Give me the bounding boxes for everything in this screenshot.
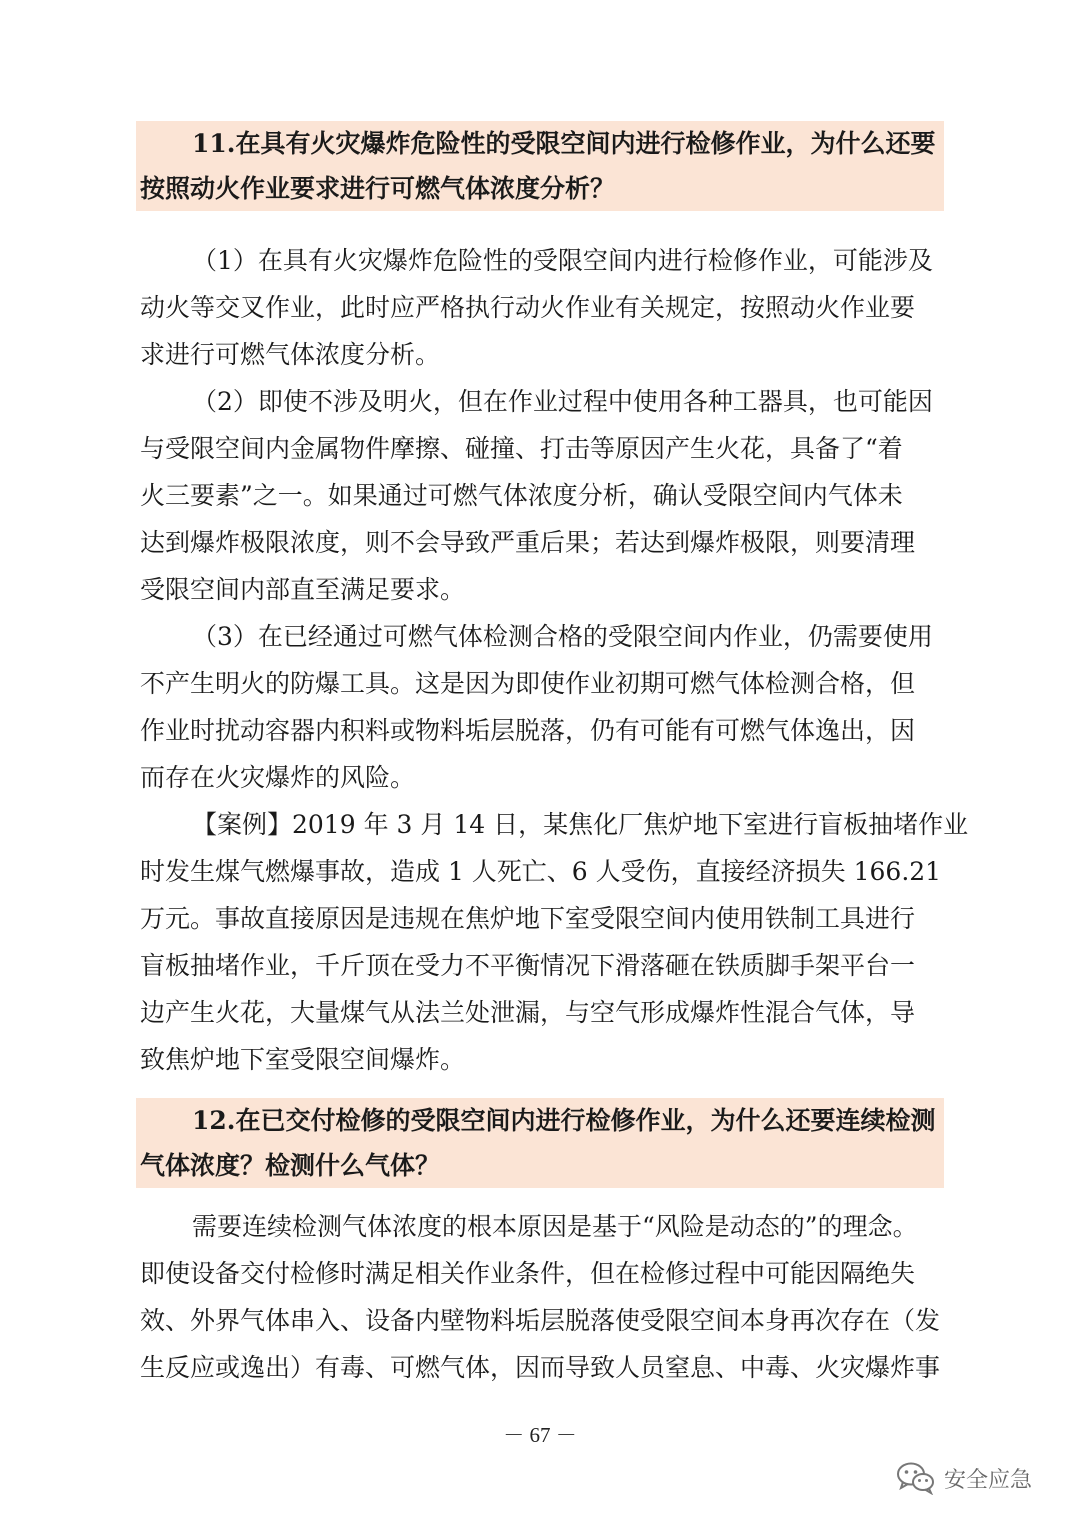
answer-11-paragraph-3	[140, 613, 950, 801]
text-line: 不产生明火的防爆工具。这是因为即使作业初期可燃气体检测合格，但	[140, 669, 916, 698]
page-number: － 67 －	[503, 1423, 577, 1447]
text-line: 受限空间内部直至满足要求。	[140, 575, 466, 604]
text-line: 求进行可燃气体浓度分析。	[140, 340, 441, 369]
case-paragraph	[140, 801, 969, 1083]
text-line: 盲板抽堵作业，千斤顶在受力不平衡情况下滑落砸在铁质脚手架平台一	[140, 951, 916, 980]
text-line: 边产生火花，大量煤气从法兰处泄漏，与空气形成爆炸性混合气体，导	[140, 998, 916, 1027]
text-line: 动火等交叉作业，此时应严格执行动火作业有关规定，按照动火作业要	[140, 293, 916, 322]
text-line: （3）在已经通过可燃气体检测合格的受限空间内作业，仍需要使用	[192, 622, 933, 651]
text-line: 时发生煤气燃爆事故，造成 1 人死亡、6 人受伤，直接经济损失 166.21	[140, 857, 942, 886]
watermark	[896, 1455, 1032, 1501]
text-line: 需要连续检测气体浓度的根本原因是基于“风险是动态的”的理念。	[192, 1212, 918, 1241]
heading-line: 按照动火作业要求进行可燃气体浓度分析？	[140, 174, 616, 203]
text-line: 作业时扰动容器内积料或物料垢层脱落，仍有可能有可燃气体逸出，因	[140, 716, 916, 745]
text-line: 达到爆炸极限浓度，则不会导致严重后果；若达到爆炸极限，则要清理	[140, 528, 916, 557]
answer-11-paragraph-2	[140, 378, 950, 613]
heading-line: 11.在具有火灾爆炸危险性的受限空间内进行检修作业，为什么还要	[192, 129, 936, 158]
text-line: 【案例】2019 年 3 月 14 日，某焦化厂焦炉地下室进行盲板抽堵作业	[192, 810, 969, 839]
text-line: 火三要素”之一。如果通过可燃气体浓度分析，确认受限空间内气体未	[140, 481, 903, 510]
answer-12-paragraph-1	[140, 1203, 950, 1391]
heading-line: 气体浓度？检测什么气体？	[140, 1151, 441, 1180]
answer-11-paragraph-1	[140, 237, 950, 378]
text-line: 致焦炉地下室受限空间爆炸。	[140, 1045, 466, 1074]
watermark-text: 安全应急	[944, 1467, 1033, 1493]
text-line: （1）在具有火灾爆炸危险性的受限空间内进行检修作业，可能涉及	[192, 246, 933, 275]
question-12-heading	[136, 1098, 944, 1188]
text-line: 万元。事故直接原因是违规在焦炉地下室受限空间内使用铁制工具进行	[140, 904, 916, 933]
heading-line: 12.在已交付检修的受限空间内进行检修作业，为什么还要连续检测	[192, 1106, 936, 1135]
text-line: 即使设备交付检修时满足相关作业条件，但在检修过程中可能因隔绝失	[140, 1259, 916, 1288]
text-line: 效、外界气体串入、设备内壁物料垢层脱落使受限空间本身再次存在（发	[140, 1306, 941, 1335]
text-line: 与受限空间内金属物件摩擦、碰撞、打击等原因产生火花，具备了“着	[140, 434, 903, 463]
question-11-heading	[136, 121, 944, 211]
text-line: （2）即使不涉及明火，但在作业过程中使用各种工器具，也可能因	[192, 387, 933, 416]
wechat-icon	[896, 1461, 936, 1495]
text-line: 生反应或逸出）有毒、可燃气体，因而导致人员窒息、中毒、火灾爆炸事	[140, 1353, 941, 1382]
text-line: 而存在火灾爆炸的风险。	[140, 763, 416, 792]
